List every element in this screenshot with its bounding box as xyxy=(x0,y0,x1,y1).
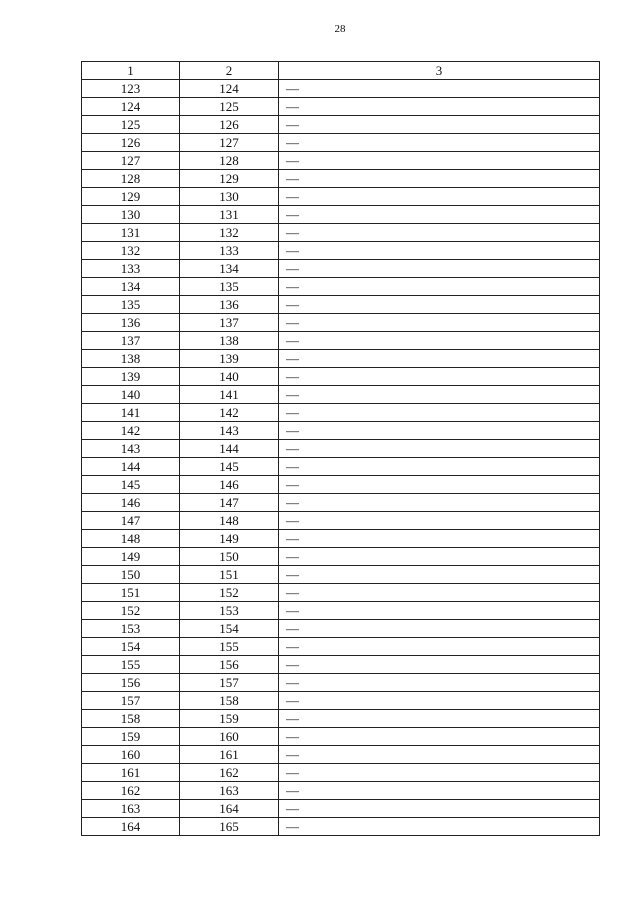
table-cell-col-3: — xyxy=(279,296,600,314)
table-cell-col-3: — xyxy=(279,440,600,458)
table-row xyxy=(82,800,600,818)
table-cell-col-1: 162 xyxy=(82,782,180,800)
table-cell-col-2: 155 xyxy=(180,638,279,656)
table-row xyxy=(82,584,600,602)
table-row xyxy=(82,422,600,440)
table-cell-col-1: 132 xyxy=(82,242,180,260)
table-cell-col-3: — xyxy=(279,458,600,476)
table-cell-col-3: — xyxy=(279,260,600,278)
table-cell-col-1: 155 xyxy=(82,656,180,674)
table-row xyxy=(82,206,600,224)
table-cell-col-1: 148 xyxy=(82,530,180,548)
table-cell-col-1: 127 xyxy=(82,152,180,170)
table-cell-col-1: 157 xyxy=(82,692,180,710)
table-cell-col-3: — xyxy=(279,368,600,386)
table-cell-col-1: 128 xyxy=(82,170,180,188)
table-cell-col-1: 146 xyxy=(82,494,180,512)
table-cell-col-2: 125 xyxy=(180,98,279,116)
table-cell-col-1: 160 xyxy=(82,746,180,764)
table-cell-col-3: — xyxy=(279,206,600,224)
table-cell-col-2: 132 xyxy=(180,224,279,242)
table-cell-col-2: 153 xyxy=(180,602,279,620)
table-cell-col-3: — xyxy=(279,512,600,530)
table-row xyxy=(82,296,600,314)
table-cell-col-3: — xyxy=(279,530,600,548)
table-row xyxy=(82,242,600,260)
table-cell-col-2: 134 xyxy=(180,260,279,278)
table-row xyxy=(82,404,600,422)
table-cell-col-2: 137 xyxy=(180,314,279,332)
table-cell-col-1: 147 xyxy=(82,512,180,530)
table-cell-col-1: 129 xyxy=(82,188,180,206)
table-cell-col-1: 130 xyxy=(82,206,180,224)
table-body xyxy=(82,80,600,836)
table-cell-col-1: 137 xyxy=(82,332,180,350)
column-header-1: 1 xyxy=(82,62,180,80)
table-cell-col-3: — xyxy=(279,242,600,260)
table-cell-col-2: 150 xyxy=(180,548,279,566)
table-cell-col-1: 149 xyxy=(82,548,180,566)
table-cell-col-2: 146 xyxy=(180,476,279,494)
table-cell-col-1: 150 xyxy=(82,566,180,584)
table-cell-col-1: 123 xyxy=(82,80,180,98)
table-cell-col-2: 163 xyxy=(180,782,279,800)
table-cell-col-3: — xyxy=(279,782,600,800)
table-row xyxy=(82,314,600,332)
table-cell-col-2: 156 xyxy=(180,656,279,674)
table-cell-col-2: 130 xyxy=(180,188,279,206)
table-row xyxy=(82,440,600,458)
column-header-3: 3 xyxy=(279,62,600,80)
table-row xyxy=(82,332,600,350)
table-row xyxy=(82,386,600,404)
table-cell-col-3: — xyxy=(279,692,600,710)
table-row xyxy=(82,566,600,584)
table-cell-col-2: 140 xyxy=(180,368,279,386)
table-cell-col-1: 141 xyxy=(82,404,180,422)
table-cell-col-1: 161 xyxy=(82,764,180,782)
table-row xyxy=(82,656,600,674)
table-cell-col-2: 124 xyxy=(180,80,279,98)
table-cell-col-3: — xyxy=(279,494,600,512)
table-cell-col-2: 161 xyxy=(180,746,279,764)
table-row xyxy=(82,98,600,116)
table-cell-col-2: 142 xyxy=(180,404,279,422)
table-cell-col-2: 138 xyxy=(180,332,279,350)
table-row xyxy=(82,746,600,764)
table-cell-col-2: 144 xyxy=(180,440,279,458)
table-header xyxy=(82,62,600,80)
table-cell-col-1: 135 xyxy=(82,296,180,314)
table-row xyxy=(82,674,600,692)
table-cell-col-2: 154 xyxy=(180,620,279,638)
table-row xyxy=(82,116,600,134)
table-row xyxy=(82,350,600,368)
table-row xyxy=(82,188,600,206)
table-cell-col-1: 131 xyxy=(82,224,180,242)
table-cell-col-3: — xyxy=(279,476,600,494)
table-cell-col-2: 135 xyxy=(180,278,279,296)
header-row xyxy=(82,62,600,80)
table-row xyxy=(82,278,600,296)
table-row xyxy=(82,638,600,656)
table-cell-col-1: 136 xyxy=(82,314,180,332)
table-cell-col-2: 158 xyxy=(180,692,279,710)
table-cell-col-1: 133 xyxy=(82,260,180,278)
table-row xyxy=(82,170,600,188)
table-cell-col-3: — xyxy=(279,800,600,818)
table-row xyxy=(82,80,600,98)
table-cell-col-1: 163 xyxy=(82,800,180,818)
table-cell-col-1: 144 xyxy=(82,458,180,476)
table-cell-col-2: 159 xyxy=(180,710,279,728)
table-cell-col-3: — xyxy=(279,746,600,764)
table-cell-col-3: — xyxy=(279,170,600,188)
table-row xyxy=(82,818,600,836)
table-cell-col-3: — xyxy=(279,566,600,584)
data-table xyxy=(81,61,600,836)
table-cell-col-2: 139 xyxy=(180,350,279,368)
table-cell-col-3: — xyxy=(279,422,600,440)
table-cell-col-3: — xyxy=(279,602,600,620)
table-cell-col-1: 151 xyxy=(82,584,180,602)
table-cell-col-3: — xyxy=(279,638,600,656)
table-cell-col-3: — xyxy=(279,332,600,350)
table-cell-col-2: 147 xyxy=(180,494,279,512)
table-row xyxy=(82,134,600,152)
table-cell-col-2: 126 xyxy=(180,116,279,134)
table-row xyxy=(82,782,600,800)
table-row xyxy=(82,476,600,494)
table-cell-col-3: — xyxy=(279,152,600,170)
table-cell-col-2: 127 xyxy=(180,134,279,152)
table-cell-col-3: — xyxy=(279,674,600,692)
table-row xyxy=(82,620,600,638)
page-number: 28 xyxy=(334,23,346,35)
table-cell-col-1: 153 xyxy=(82,620,180,638)
table-cell-col-3: — xyxy=(279,134,600,152)
table-cell-col-2: 151 xyxy=(180,566,279,584)
table-cell-col-1: 158 xyxy=(82,710,180,728)
table-cell-col-2: 129 xyxy=(180,170,279,188)
table-cell-col-3: — xyxy=(279,728,600,746)
table-cell-col-3: — xyxy=(279,98,600,116)
table-cell-col-2: 143 xyxy=(180,422,279,440)
table-cell-col-1: 139 xyxy=(82,368,180,386)
table-cell-col-2: 164 xyxy=(180,800,279,818)
table-row xyxy=(82,260,600,278)
table-cell-col-1: 164 xyxy=(82,818,180,836)
table-cell-col-3: — xyxy=(279,350,600,368)
table-cell-col-1: 156 xyxy=(82,674,180,692)
table-cell-col-2: 133 xyxy=(180,242,279,260)
table-cell-col-3: — xyxy=(279,116,600,134)
table-row xyxy=(82,548,600,566)
table-cell-col-2: 152 xyxy=(180,584,279,602)
table-cell-col-1: 124 xyxy=(82,98,180,116)
table-row xyxy=(82,764,600,782)
table-cell-col-3: — xyxy=(279,764,600,782)
table-cell-col-2: 136 xyxy=(180,296,279,314)
table-row xyxy=(82,152,600,170)
table-cell-col-2: 148 xyxy=(180,512,279,530)
table-cell-col-2: 141 xyxy=(180,386,279,404)
table-cell-col-2: 131 xyxy=(180,206,279,224)
table-cell-col-2: 149 xyxy=(180,530,279,548)
table-cell-col-1: 134 xyxy=(82,278,180,296)
table-row xyxy=(82,710,600,728)
table-row xyxy=(82,692,600,710)
table-row xyxy=(82,458,600,476)
table-cell-col-3: — xyxy=(279,620,600,638)
table-cell-col-3: — xyxy=(279,656,600,674)
column-header-2: 2 xyxy=(180,62,279,80)
table-cell-col-2: 160 xyxy=(180,728,279,746)
table-cell-col-1: 152 xyxy=(82,602,180,620)
table-cell-col-1: 159 xyxy=(82,728,180,746)
table-cell-col-1: 140 xyxy=(82,386,180,404)
table-cell-col-3: — xyxy=(279,278,600,296)
table-row xyxy=(82,530,600,548)
table-row xyxy=(82,602,600,620)
table-cell-col-1: 138 xyxy=(82,350,180,368)
table-cell-col-2: 157 xyxy=(180,674,279,692)
table-cell-col-3: — xyxy=(279,314,600,332)
table-cell-col-3: — xyxy=(279,710,600,728)
table-cell-col-3: — xyxy=(279,818,600,836)
table-cell-col-2: 162 xyxy=(180,764,279,782)
table-cell-col-3: — xyxy=(279,80,600,98)
table-cell-col-3: — xyxy=(279,224,600,242)
table-row xyxy=(82,368,600,386)
table-cell-col-1: 154 xyxy=(82,638,180,656)
table-row xyxy=(82,224,600,242)
table-row xyxy=(82,728,600,746)
table-cell-col-3: — xyxy=(279,584,600,602)
table-cell-col-2: 165 xyxy=(180,818,279,836)
table-cell-col-2: 128 xyxy=(180,152,279,170)
table-cell-col-1: 125 xyxy=(82,116,180,134)
table-cell-col-1: 143 xyxy=(82,440,180,458)
table-cell-col-1: 142 xyxy=(82,422,180,440)
table-cell-col-3: — xyxy=(279,404,600,422)
table-cell-col-3: — xyxy=(279,188,600,206)
table-cell-col-1: 145 xyxy=(82,476,180,494)
table-cell-col-1: 126 xyxy=(82,134,180,152)
table-row xyxy=(82,494,600,512)
table-cell-col-3: — xyxy=(279,386,600,404)
table-cell-col-2: 145 xyxy=(180,458,279,476)
table-cell-col-3: — xyxy=(279,548,600,566)
table-row xyxy=(82,512,600,530)
